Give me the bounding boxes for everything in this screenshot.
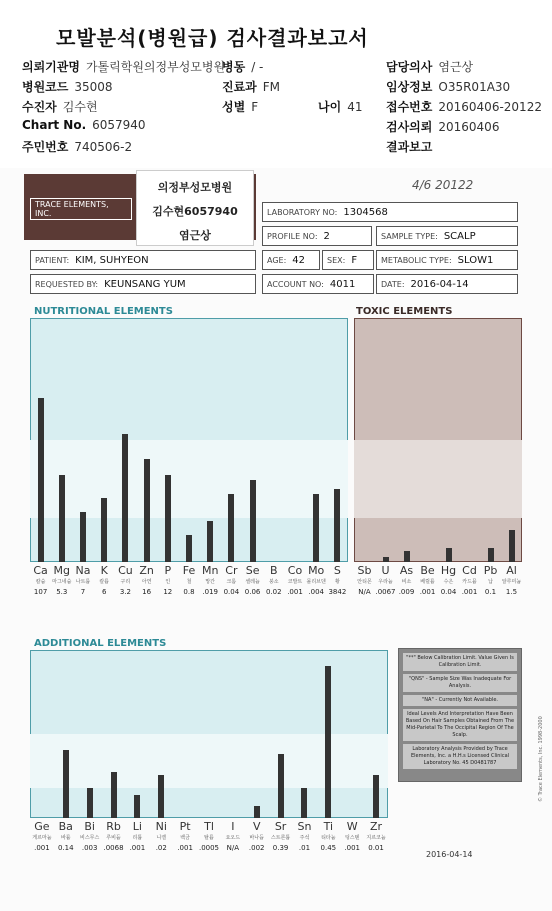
chart-bar [87,788,93,818]
chart-bar [186,535,192,562]
chart-bar [301,788,307,818]
header-field [386,98,542,115]
footer-date: 2016-04-14 [426,850,473,859]
element-korean-name: 붕소 [268,579,279,585]
element-value: .02 [155,844,167,852]
sample-type-value: SCALP [443,230,476,242]
hw-date: 4/6 20122 [412,178,474,192]
profile-no-key: PROFILE NO: [267,231,318,241]
account-value: 4011 [329,278,356,290]
sex-value: F [351,254,358,266]
chart-bar [446,548,452,562]
metabolic-value: SLOW1 [457,254,494,266]
element-korean-name: 루비듐 [106,835,121,841]
element-symbol: Be [420,564,435,577]
element-korean-name: 몰리브덴 [306,579,326,585]
requested-key: REQUESTED BY: [35,279,99,289]
element-value: .01 [298,844,311,852]
element-korean-name: 비스무스 [79,835,100,841]
sample-type-field [376,226,518,246]
age-field [262,250,320,270]
element-korean-name: 니켈 [156,835,167,841]
element-symbol: Sb [357,564,372,577]
element-korean-name: 리튬 [132,835,143,841]
header-field-value: / - [251,60,264,74]
legend-note: "**" Below Calibration Limit. Value Given Is Calibration Limit. [403,653,517,671]
element-korean-name: 구리 [120,579,131,585]
element-korean-name: 셀레늄 [245,579,260,585]
element-value: .0068 [103,844,124,852]
element-korean-name: 인 [165,579,171,585]
hw-patient: 김수현6057940 [152,205,238,218]
hw-doctor: 염근상 [179,229,211,242]
header-field [222,58,263,75]
element-value: 3.2 [119,588,131,596]
element-korean-name: 마그네슘 [52,579,72,585]
element-value: 0.14 [57,844,74,852]
element-value: 0.1 [484,588,497,596]
header-field [386,78,510,95]
date-key: DATE: [381,279,405,289]
header-field-key: 임상정보 [386,80,433,94]
element-korean-name: 황 [334,579,340,585]
element-value: 0.45 [320,844,337,852]
chart-bar [144,459,150,562]
chart-bar [158,775,164,818]
element-symbol: Zn [139,564,154,577]
chart-bar [278,754,284,818]
element-symbol: Na [75,564,91,577]
header-field-key: 병원코드 [22,80,69,94]
chart-bar [80,512,86,562]
element-value: 3842 [328,588,347,596]
element-korean-name: 나트륨 [75,579,91,585]
element-symbol: Ni [155,820,167,833]
chart-bar [488,548,494,562]
element-symbol: Fe [182,564,196,577]
element-value: 16 [142,588,152,596]
chart-bar [250,480,256,562]
element-symbol: As [399,564,414,577]
legend-note: "QNS" - Sample Size Was Inadequate For Analysis. [403,674,517,692]
profile-no-value: 2 [323,230,330,242]
chart-bar [59,475,65,562]
header-field [386,118,499,135]
header-field-key: Chart No. [22,118,87,132]
element-value: .001 [129,844,146,852]
header-field-value: FM [262,80,281,94]
reference-band [30,440,348,518]
element-korean-name: 칼륨 [99,579,110,585]
header-field-value: F [251,100,259,114]
element-korean-name: 우라늄 [378,579,393,585]
element-symbol: Se [245,564,260,577]
header-field-value: 20160406-20122 [438,100,542,114]
element-korean-name: 게르마늄 [32,835,52,841]
legend-note: Laboratory Analysis Provided by Trace Elements, Inc. a H.H.s Licensed Clinical Laboratory No. 45 D0481787 [403,744,517,769]
date-value: 2016-04-14 [410,278,469,290]
toxic-title: TOXIC ELEMENTS [356,306,453,317]
element-value: .002 [248,844,265,852]
element-korean-name: 크롬 [226,579,237,585]
legend-note: "NA" - Currently Not Available. [403,695,517,706]
sex-key: SEX: [327,255,346,265]
element-korean-name: 알루미늄 [501,579,522,585]
lab-no-value: 1304568 [343,206,388,218]
element-korean-name: 탈륨 [204,835,214,841]
lab-no-field [262,202,518,222]
lab-no-key: LABORATORY NO: [267,207,338,217]
sex-field [322,250,374,270]
element-symbol: Pb [483,564,498,577]
element-symbol: Cd [462,564,477,577]
element-korean-name: 스트론튬 [270,835,291,841]
header-field-value: 740506-2 [74,140,133,154]
header-field-key: 주민번호 [22,140,69,154]
chart-bar [373,775,379,818]
account-key: ACCOUNT NO: [267,279,324,289]
element-symbol: K [100,564,108,577]
element-symbol: Tl [204,820,214,833]
age-key: AGE: [267,255,287,265]
header-field [222,78,280,95]
element-symbol: S [333,564,341,577]
header-field [22,138,132,155]
header-field-value: 35008 [74,80,113,94]
element-value: .001 [177,844,193,852]
element-value: 0.04 [440,588,457,596]
element-value: .001 [344,844,360,852]
element-value: .001 [461,588,478,596]
header-field-key: 진료과 [222,80,257,94]
chart-bar [165,475,171,562]
element-korean-name: 코발트 [287,579,303,585]
element-korean-name: 망간 [205,579,216,585]
element-symbol: Zr [370,820,383,833]
chart-bar [254,806,260,818]
element-value: .0005 [198,844,220,852]
header-field-value: 20160406 [438,120,500,134]
requested-field [30,274,256,294]
element-value: .001 [287,588,303,596]
age-value: 42 [292,254,306,266]
element-korean-name: 수은 [443,579,454,585]
element-value: N/A [358,588,371,596]
metabolic-field [376,250,518,270]
element-korean-name: 비소 [401,579,412,585]
element-symbol: Al [506,564,517,577]
chart-bar [334,489,340,562]
header-field [22,58,225,75]
legend-notes [398,648,522,782]
legend-note: Ideal Levels And Interpretation Have Been Based On Hair Samples Obtained From The Mid-Parietal To The Occipital Region Of The Scalp. [403,709,517,741]
element-value: 0.01 [368,844,384,852]
header-field [222,98,258,115]
chart-bar [134,795,140,818]
date-field [376,274,518,294]
patient-value: KIM, SUHYEON [75,254,149,266]
header-field-key: 나이 [318,100,342,114]
element-value: .004 [308,588,324,596]
header-field [22,78,113,95]
chart-bar [207,521,213,562]
header-field [318,98,362,115]
element-symbol: Hg [440,564,457,577]
element-value: 7 [80,588,86,596]
header-field [22,118,146,132]
nutritional-title: NUTRITIONAL ELEMENTS [34,306,173,317]
element-value: .003 [81,844,98,852]
header-field-value: 41 [347,100,363,114]
element-korean-name: 지르코늄 [366,835,386,841]
header-field [22,98,98,115]
element-symbol: Cu [118,564,133,577]
report-title: 모발분석(병원급) 검사결과보고서 [56,26,369,50]
element-symbol: Sn [297,820,312,833]
element-symbol: Ba [58,820,73,833]
element-symbol: W [346,820,358,833]
element-value: .001 [419,588,436,596]
copyright-note: © Trace Elements, Inc. 1998-2000 [538,716,544,802]
element-symbol: Li [132,820,142,833]
element-symbol: U [381,564,390,577]
element-value: .019 [202,588,218,596]
element-korean-name: 바나듐 [249,835,264,841]
element-symbol: P [164,564,172,577]
additional-title: ADDITIONAL ELEMENTS [34,638,167,649]
element-korean-name: 카드뮴 [462,579,477,585]
header-field-value: 6057940 [92,118,146,132]
chart-bar [509,530,515,562]
chart-bar [122,434,128,562]
header-field-value: O35R01A30 [438,80,511,94]
element-symbol: Sr [274,820,287,833]
header-field [386,58,473,75]
element-korean-name: 텅스텐 [344,835,360,841]
requested-value: KEUNSANG YUM [104,278,186,290]
patient-field [30,250,256,270]
profile-no-field [262,226,372,246]
element-value: 0.02 [265,588,282,596]
element-korean-name: 안티몬 [357,579,372,585]
chart-bar [101,498,107,562]
patient-key: PATIENT: [35,255,70,265]
header-field-value: 염근상 [438,60,474,74]
element-symbol: Co [287,564,303,577]
element-value: 0.06 [244,588,261,596]
header-field-value: 김수현 [62,100,98,114]
header-field-key: 의뢰기관명 [22,60,80,74]
chart-bar [325,666,331,818]
element-symbol: Ti [323,820,334,833]
element-symbol: V [252,820,261,833]
header-field [386,138,438,155]
element-value: 0.8 [183,588,195,596]
handwritten-label [136,170,254,246]
element-symbol: Mg [53,564,71,577]
element-korean-name: 백금 [180,835,190,841]
element-korean-name: 티타늄 [321,835,336,841]
element-value: 5.3 [56,588,68,596]
element-korean-name: 베릴륨 [420,579,435,585]
element-korean-name: 요오드 [225,835,241,841]
chart-bar [63,750,69,818]
header-field-value: 가톨릭학원의정부성모병원 [85,60,226,74]
element-korean-name: 납 [488,579,493,585]
account-field [262,274,374,294]
element-value: 0.39 [272,844,289,852]
element-value: 107 [33,588,48,596]
header-field-key: 결과보고 [386,140,433,154]
header-field-key: 수진자 [22,100,57,114]
element-symbol: Rb [106,820,121,833]
element-korean-name: 철 [186,579,192,585]
element-value: 12 [163,588,173,596]
element-value: 6 [101,588,107,596]
chart-bar [228,494,234,562]
element-korean-name: 주석 [299,835,310,841]
element-value: .0067 [375,588,396,596]
element-value: 0.04 [223,588,240,596]
header-field-key: 성별 [222,100,246,114]
header-field-key: 검사의뢰 [386,120,433,134]
chart-bar [383,557,389,562]
header-field-key: 담당의사 [386,60,433,74]
element-korean-name: 바륨 [60,835,71,841]
element-value: N/A [226,844,240,852]
reference-band [30,734,388,788]
chart-bar [38,398,44,562]
element-korean-name: 아연 [141,579,152,585]
lab-logo-text: TRACE ELEMENTS, INC. [35,200,109,218]
lab-logo [30,198,132,220]
element-symbol: Mo [308,564,325,577]
sample-type-key: SAMPLE TYPE: [381,231,438,241]
element-symbol: Ca [33,564,48,577]
element-symbol: Mn [201,564,219,577]
header-field-key: 접수번호 [386,100,433,114]
chart-bar [404,551,410,562]
hw-hospital: 의정부성모병원 [157,181,233,194]
element-value: .001 [34,844,50,852]
chart-bar [111,772,117,818]
chart-bar [313,494,319,562]
element-symbol: Pt [179,820,191,833]
element-value: .009 [398,588,415,596]
element-korean-name: 칼슘 [35,579,46,585]
metabolic-key: METABOLIC TYPE: [381,255,452,265]
element-value: 1.5 [505,588,518,596]
element-symbol: I [231,820,235,833]
element-symbol: B [270,564,278,577]
element-symbol: Cr [225,564,238,577]
element-symbol: Ge [34,820,50,833]
reference-band [354,440,522,518]
header-field-key: 병동 [222,60,246,74]
element-symbol: Bi [84,820,95,833]
